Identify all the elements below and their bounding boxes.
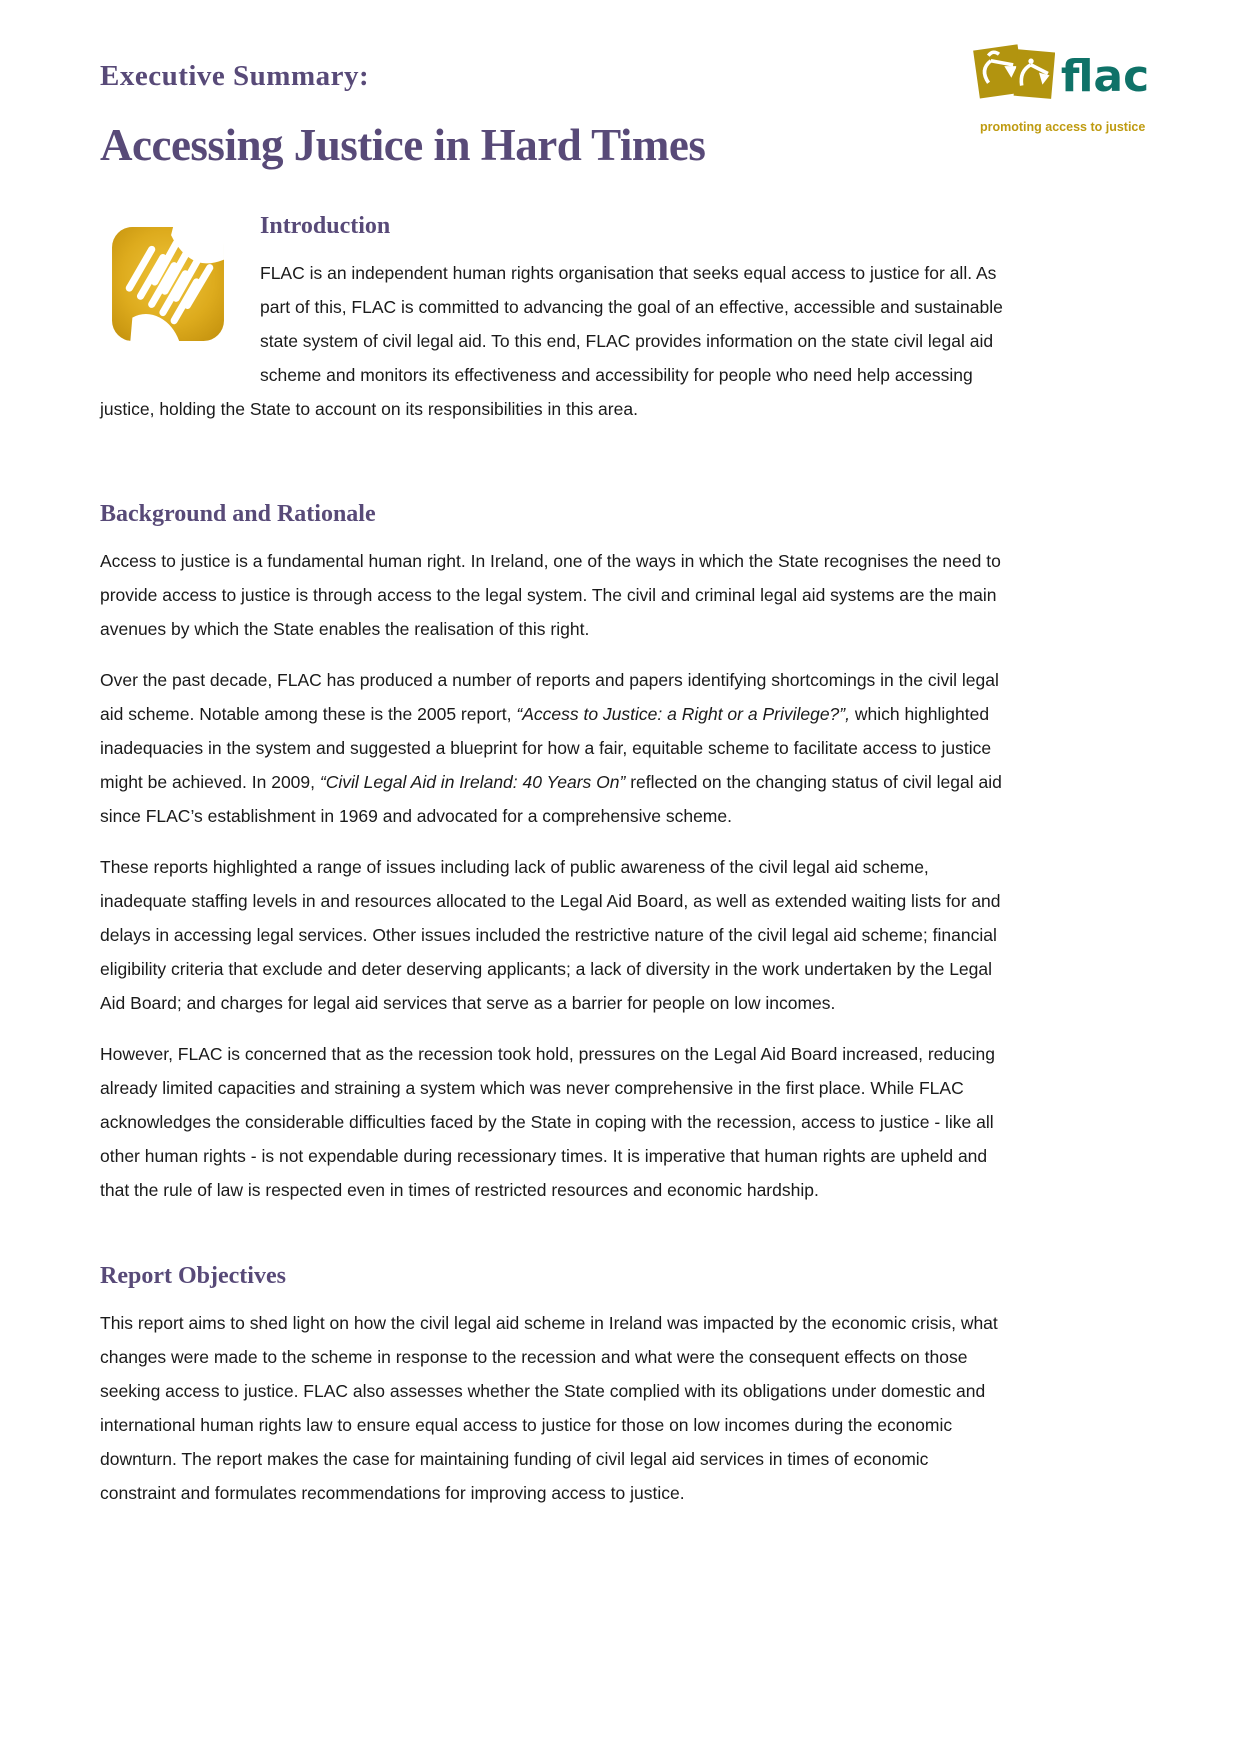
objectives-heading: Report Objectives — [100, 1263, 286, 1289]
section-background-rationale — [100, 501, 1005, 1207]
background-paragraph-4: However, FLAC is concerned that as the recession took hold, pressures on the Legal Aid Board increased, reducing already limited capacities and straining a system which was never comprehensive in the first place. While FLAC acknowledges the considerable difficulties faced by the State in coping with the recession, access to justice - like all other human rights - is not expendable during recessionary times. It is imperative that human rights are upheld and that the rule of law is respected even in times of restricted resources and economic hardship. — [100, 1044, 995, 1200]
objectives-paragraph: This report aims to shed light on how the civil legal aid scheme in Ireland was impacted by the economic crisis, what changes were made to the scheme in response to the recession and what were the consequent effects on those seeking access to justice. FLAC also assesses whether the State complied with its obligations under domestic and international human rights law to ensure equal access to justice for those on low incomes during the economic downturn. The report makes the case for maintaining funding of civil legal aid services in times of economic constraint and formulates recommendations for improving access to justice. — [100, 1313, 998, 1503]
flac-wordmark: flac — [1060, 50, 1150, 102]
background-paragraph-2: Over the past decade, FLAC has produced a number of reports and papers identifying shortcomings in the civil legal aid scheme. Notable among these is the 2005 report, “Access to Justice: a Right or a Privilege?”, which highlighted inadequacies in the system and suggested a blueprint for how a fair, equitable scheme to facilitate access to justice might be achieved. In 2009, “Civil Legal Aid in Ireland: 40 Years On” reflected on the changing status of civil legal aid since FLAC’s establishment in 1969 and advocated for a comprehensive scheme. — [100, 670, 1002, 826]
section-introduction — [100, 213, 1005, 443]
background-paragraph-3: These reports highlighted a range of issues including lack of public awareness of the civil legal aid scheme, inadequate staffing levels in and resources allocated to the Legal Aid Board, as well as extended waiting lists for and delays in accessing legal services. Other issues included the restrictive nature of the civil legal aid scheme; financial eligibility criteria that exclude and deter deserving applicants; a lack of diversity in the work undertaken by the Legal Aid Board; and charges for legal aid services that serve as a barrier for people on low incomes. — [100, 857, 1001, 1013]
introduction-paragraph: FLAC is an independent human rights organisation that seeks equal access to justice for all. As part of this, FLAC is committed to advancing the goal of an effective, accessible and sustainable state system of civil legal aid. To this end, FLAC provides information on the state civil legal aid scheme and monitors its effectiveness and accessibility for people who need help accessing justice, holding the State to account on its responsibilities in this area. — [100, 263, 1003, 419]
background-paragraph-1: Access to justice is a fundamental human right. In Ireland, one of the ways in which the State recognises the need to provide access to justice is through access to the legal system. The civil and criminal legal aid systems are the main avenues by which the State enables the realisation of this right. — [100, 551, 1001, 639]
flac-tagline: promoting access to justice — [980, 120, 1146, 134]
section-report-objectives — [100, 1263, 1005, 1510]
background-heading: Background and Rationale — [100, 501, 376, 527]
introduction-heading: Introduction — [260, 213, 391, 239]
page-title: Accessing Justice in Hard Times — [100, 120, 706, 170]
hands-reaching-image — [112, 227, 224, 341]
document-kicker: Executive Summary: — [100, 60, 370, 92]
